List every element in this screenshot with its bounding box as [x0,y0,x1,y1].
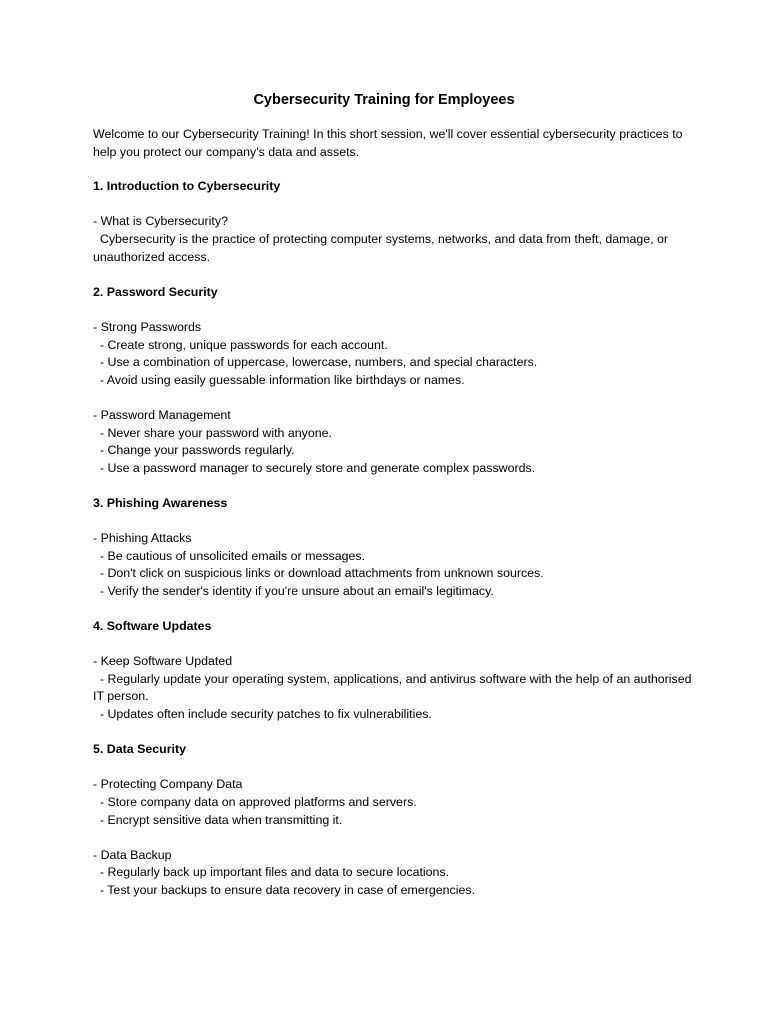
bullet-item: - Strong Passwords [93,319,202,334]
bullet-item: - Data Backup [93,847,172,862]
bullet-subline: - Use a password manager to securely store and generate complex passwords. [93,460,536,475]
bullet-group [93,847,693,900]
bullet-subline: - Don't click on suspicious links or download attachments from unknown sources. [93,566,544,581]
bullet-subline: - Regularly update your operating system, applications, and antivirus software with the help of an authorised IT person. [93,671,695,704]
document-title: Cybersecurity Training for Employees [253,92,515,108]
bullet-group [93,319,693,389]
bullet-group [93,213,693,266]
bullet-subline: - Change your passwords regularly. [93,443,295,458]
bullet-subline: - Be cautious of unsolicited emails or messages. [93,548,366,563]
bullet-subline: - Updates often include security patches to fix vulnerabilities. [93,707,432,721]
intro-paragraph: Welcome to our Cybersecurity Training! In this short session, we'll cover essential cybersecurity practices to help you protect our company's data and assets. [93,127,683,159]
bullet-group [93,530,693,600]
bullet-subline: - Avoid using easily guessable information like birthdays or names. [93,372,465,387]
bullet-item: - What is Cybersecurity? [93,214,228,229]
bullet-subline: - Use a combination of uppercase, lowercase, numbers, and special characters. [93,355,538,370]
bullet-subline: - Create strong, unique passwords for each account. [93,337,388,352]
bullet-group [93,776,693,829]
section-heading: 1. Introduction to Cybersecurity [93,179,281,194]
bullet-subline: - Verify the sender's identity if you're unsure about an email's legitimacy. [93,583,494,598]
bullet-item: - Protecting Company Data [93,777,243,792]
bullet-subline: Cybersecurity is the practice of protecting computer systems, networks, and data from theft, damage, or unauthorized access. [93,231,672,264]
bullet-item: - Phishing Attacks [93,531,192,546]
bullet-subline: - Never share your password with anyone. [93,425,332,440]
section-heading: 3. Phishing Awareness [93,495,228,510]
bullet-group [93,653,693,723]
section-heading: 4. Software Updates [93,619,212,634]
bullet-item: - Keep Software Updated [93,654,233,669]
bullet-subline: - Test your backups to ensure data recovery in case of emergencies. [93,882,476,897]
section-heading: 2. Password Security [93,284,218,299]
bullet-subline: - Store company data on approved platforms and servers. [93,794,417,809]
bullet-subline: - Regularly back up important files and data to secure locations. [93,865,450,880]
section-heading: 5. Data Security [93,742,186,757]
bullet-group [93,407,693,477]
bullet-subline: - Encrypt sensitive data when transmitting it. [93,812,343,827]
sections-container [93,178,693,899]
document-page [93,90,693,917]
bullet-item: - Password Management [93,407,231,422]
